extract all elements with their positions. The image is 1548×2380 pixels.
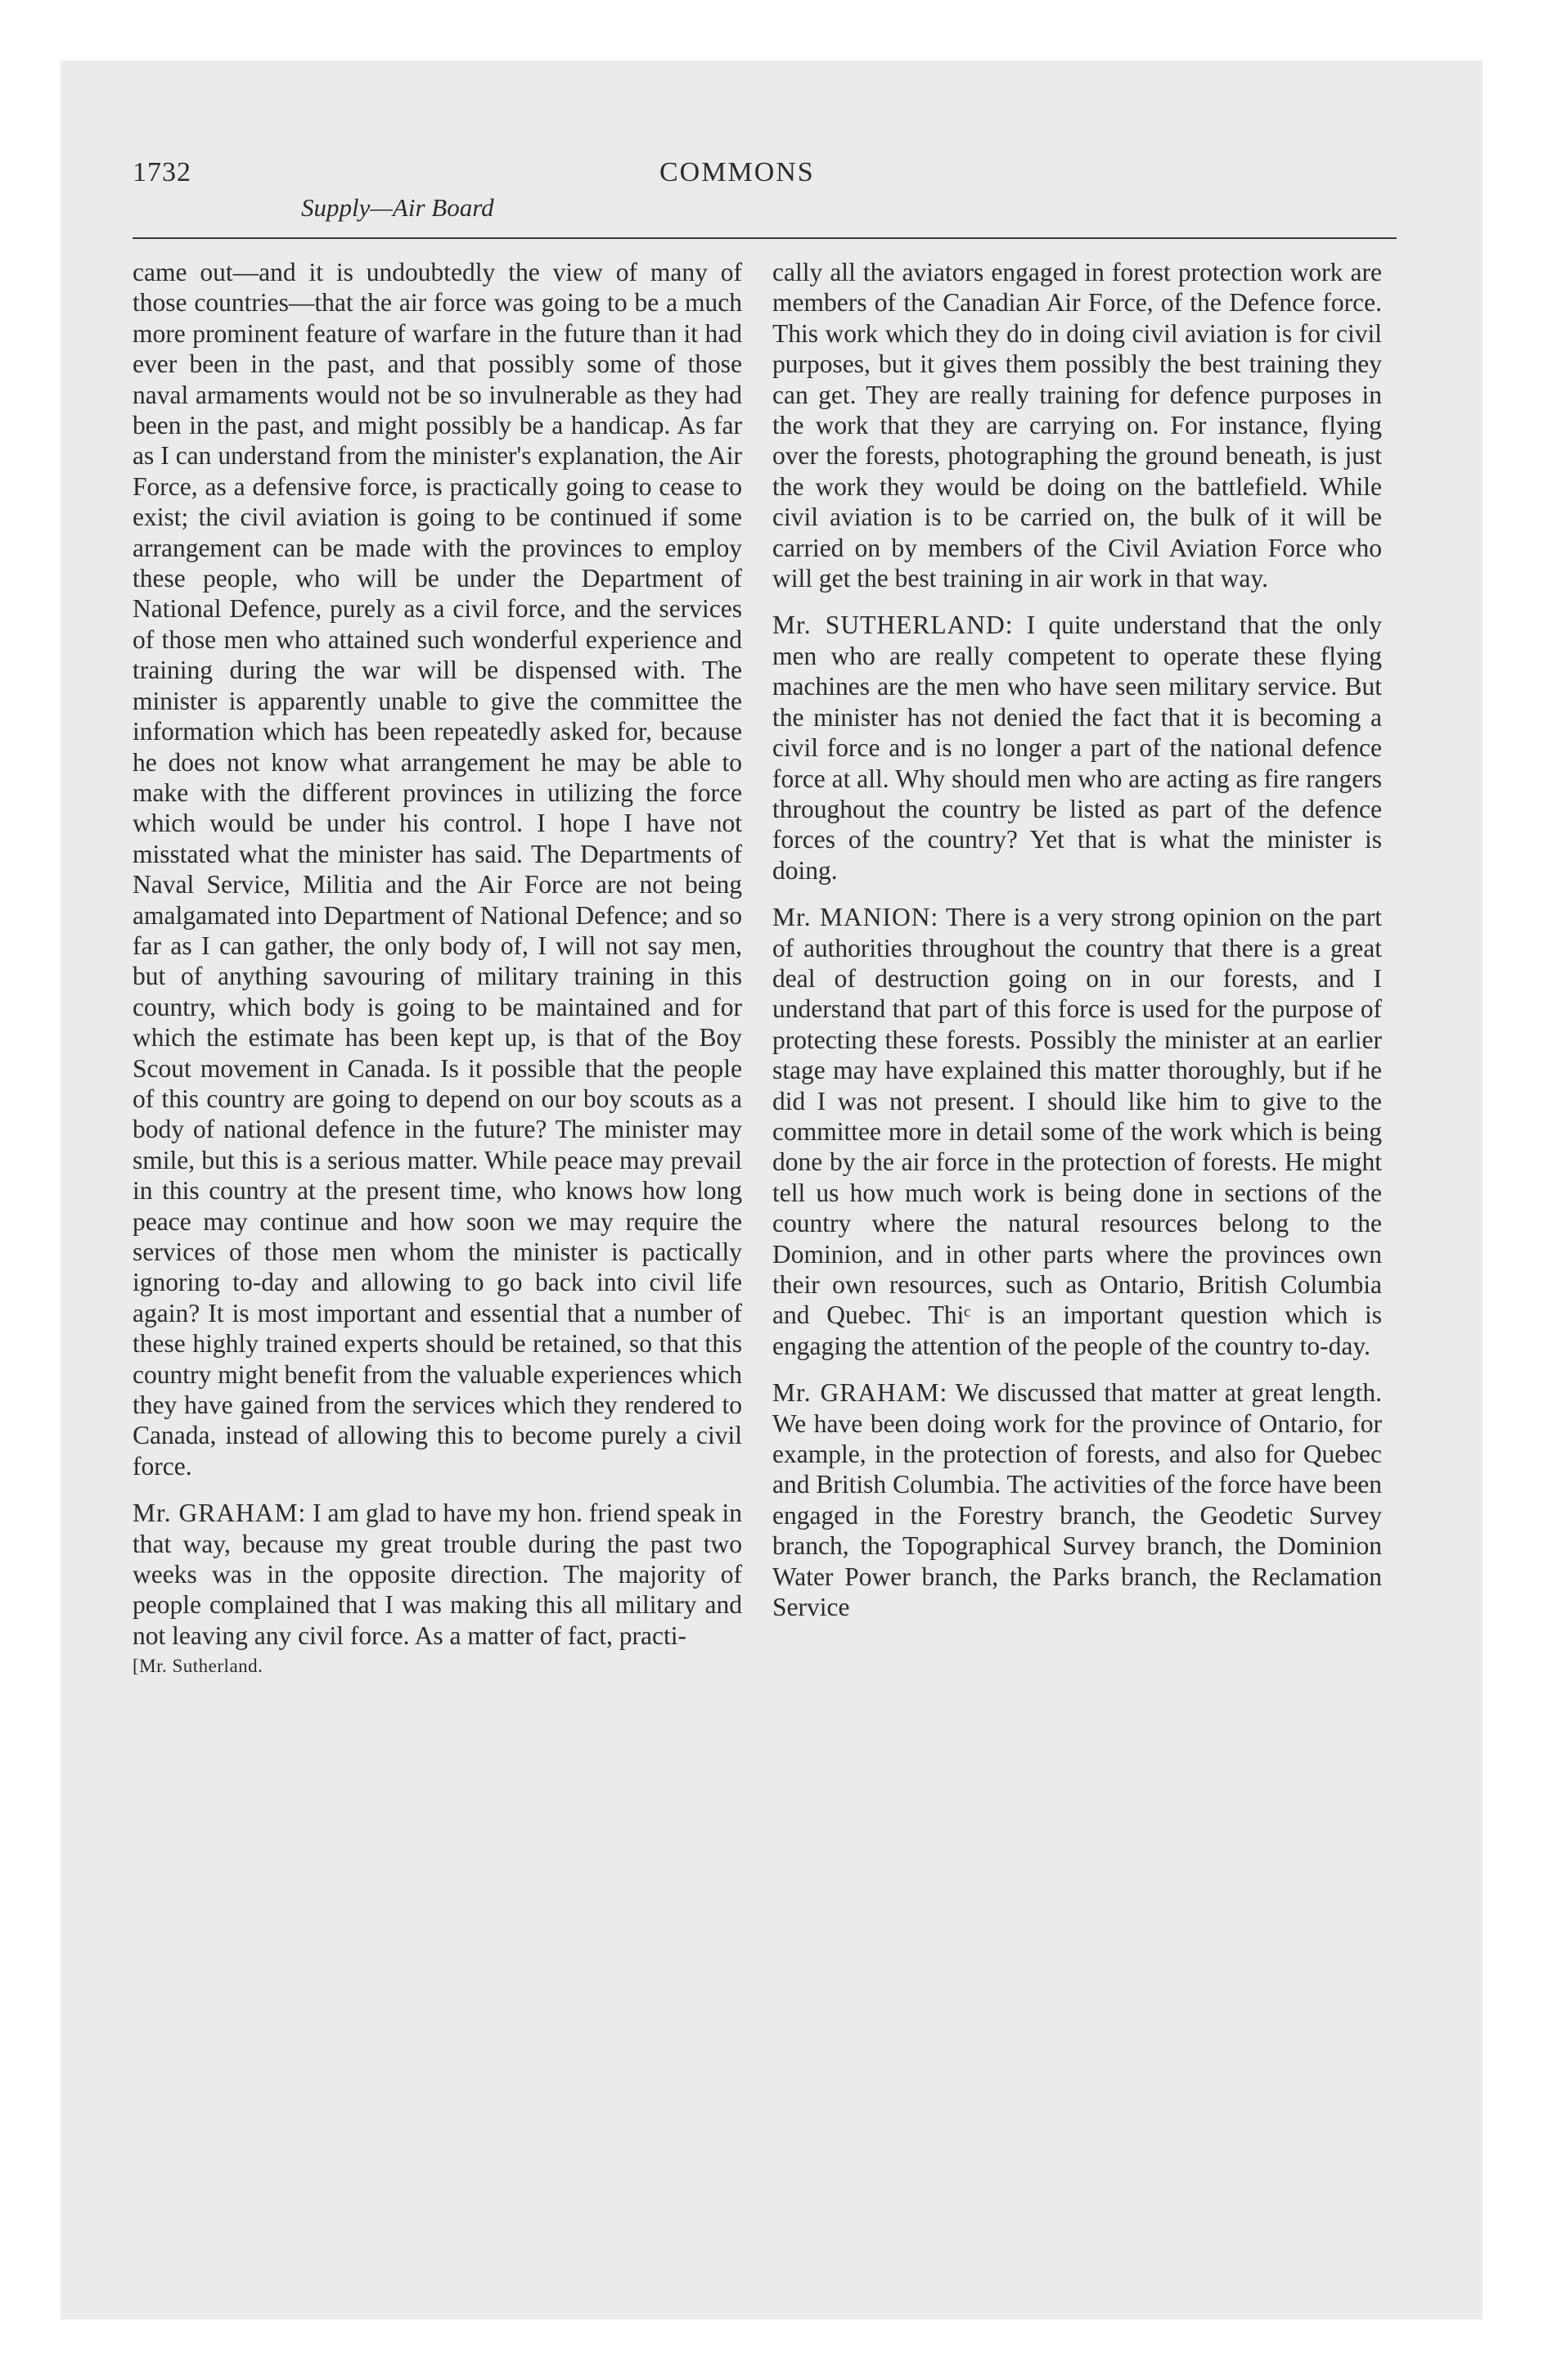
speaker-name: Mr. SUTHERLAND: — [772, 611, 1014, 640]
paragraph — [133, 1498, 742, 1651]
speech-text: We discussed that matter at great length. We have been doing work for the province of Ontario, for example, in the protection of forests, and also for Quebec and British Columbia. The activities of the force have been engaged in the Forestry branch, the Geodetic Survey branch, the Topographical Survey branch, the Dominion Water Power branch, the Parks branch, the Reclamation Service — [772, 1378, 1382, 1622]
speaker-name: Mr. GRAHAM: — [133, 1499, 307, 1528]
footer-note: [Mr. Sutherland. — [133, 1656, 263, 1677]
page-header — [133, 156, 1409, 237]
paragraph — [772, 610, 1382, 886]
speech-text: I quite understand that the only men who are really competent to operate these flying machines are the men who have seen military service. But the minister has not denied the fact that it is becoming a civil force and is no longer a part of the national defence force at all. Why should men who are acting as fire rangers throughout the country be listed as part of the defence forces of the country? Yet that is what the minister is doing. — [772, 611, 1382, 885]
speaker-name: Mr. GRAHAM: — [772, 1378, 948, 1408]
paragraph: came out—and it is undoubtedly the view of many of those countries—that the air force was going to be a much more prominent feature of warfare in the future than it had ever been in the past, and that possibly some of those naval armaments would not be so invulnerable as they had been in the past, and might possibly be a handicap. As far as I can understand from the minister's explanation, the Air Force, as a defensive force, is practically going to cease to exist; the civil aviation is going to be continued if some arrangement can be made with the provinces to employ these people, who will be under the Department of National Defence, purely as a civil force, and the services of those men who attained such wonderful experience and training during the war will be dispensed with. The minister is apparently unable to give the committee the information which has been repeatedly asked for, because he does not know what arrangement he may be able to make with the different provinces in utilizing the force which would be under his control. I hope I have not misstated what the minister has said. The Departments of Naval Service, Militia and the Air Force are not being amalgamated into Department of National Defence; and so far as I can gather, the only body of, I will not say men, but of anything savouring of military training in this country, which body is going to be maintained and for which the estimate has been kept up, is that of the Boy Scout movement in Canada. Is it possible that the people of this country are going to depend on our boy scouts as a body of national defence in the future? The minister may smile, but this is a serious matter. While peace may prevail in this country at the present time, who knows how long peace may continue and how soon we may require the services of those men whom the minister is pactically ignoring to-day and allowing to go back into civil life again? It is most important and essential that a number of these highly trained experts should be retained, so that this country might benefit from the valuable experiences which they have gained from the services which they rendered to Canada, instead of allowing this to become purely a civil force. — [133, 258, 742, 1481]
paragraph: cally all the aviators engaged in forest protection work are members of the Canadian Air Force, of the Defence force. This work which they do in doing civil aviation is for civil purposes, but it gives them possibly the best training they can get. They are really training for defence purposes in the work that they are carrying on. For instance, flying over the forests, photographing the ground beneath, is just the work they would be doing on the battlefield. While civil aviation is to be carried on, the bulk of it will be carried on by members of the Civil Aviation Force who will get the best training in air work in that way. — [772, 258, 1382, 593]
paragraph — [772, 902, 1382, 1361]
right-column — [772, 257, 1382, 1622]
header-rule — [133, 237, 1397, 239]
running-title: COMMONS — [659, 157, 815, 187]
page-number: 1732 — [133, 157, 191, 187]
speech-text: I am glad to have my hon. friend speak in that way, because my great trouble during the past two weeks was in the opposite direction. The majority of people complained that I was making this all military and not leaving any civil force. As a matter of fact, practi- — [133, 1499, 743, 1650]
subject-heading: Supply—Air Board — [301, 193, 494, 222]
speaker-name: Mr. MANION: — [772, 903, 939, 932]
page — [133, 156, 1409, 1677]
left-column — [133, 257, 742, 1677]
speech-text: There is a very strong opinion on the part of authorities throughout the country that there is a great deal of destruction going on in our forests, and I understand that part of this force is used for the purpose of protecting these forests. Possibly the minister at an earlier stage may have explained this matter thoroughly, but if he did I was not present. I should like him to give to the committee more in detail some of the work which is being done by the air force in the protection of forests. He might tell us how much work is being done in sections of the country where the natural resources belong to the Dominion, and in other parts where the provinces own their own resources, such as Ontario, British Columbia and Quebec. Thiᶜ is an important question which is engaging the attention of the people of the country to-day. — [772, 903, 1382, 1360]
paragraph — [772, 1377, 1382, 1622]
